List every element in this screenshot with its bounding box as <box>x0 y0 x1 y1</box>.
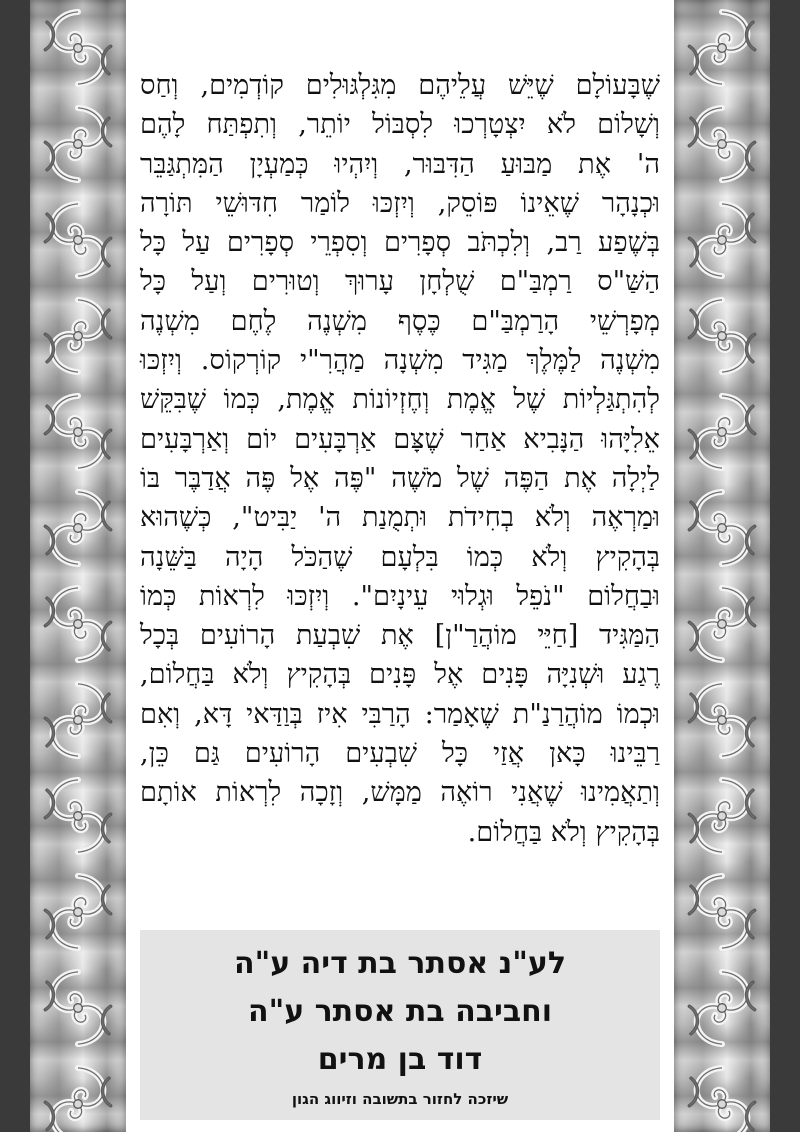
scroll-ornament-icon <box>30 960 126 1056</box>
text-line: הַשַּׁ"ס רַמְבַּ"ם שֻׁלְחָן עָרוּךְ וְטוּרִים וְעַל כָּל <box>140 266 660 298</box>
scroll-ornament-icon <box>30 672 126 768</box>
scroll-ornament-icon <box>674 672 770 768</box>
text-line: מִשְׁנֶה לַמֶּלֶךְ מַגִּיד מִשְׁנָה מַהֲרִ"י קוֹרְקוֹס. וְיִזְכּוּ <box>140 345 660 377</box>
scroll-ornament-icon <box>674 576 770 672</box>
scroll-ornament-icon <box>30 288 126 384</box>
scroll-ornament-icon <box>674 768 770 864</box>
scroll-ornament-icon <box>30 384 126 480</box>
scroll-ornament-icon <box>30 480 126 576</box>
text-line: ה' אֶת מַבּוּעַ הַדִּבּוּר, וְיִהְיוּ כְּמַעְיָן הַמִּתְגַּבֵּר <box>140 148 660 180</box>
scroll-ornament-icon <box>674 288 770 384</box>
text-line: וּכְנָהָר שֶׁאֵינוֹ פּוֹסֵק, וְיִזְכּוּ לוֹמַר חִדּוּשֵׁי תּוֹרָה <box>140 187 660 219</box>
text-line: לְהִתְגַּלְיוֹת שֶׁל אֱמֶת וְחֶזְיוֹנוֹת אֱמֶת, כְּמוֹ שֶׁבִּקֵּשׁ <box>140 384 660 416</box>
text-line: וּמַרְאֶה וְלֹא בְחִידֹת וּתְמֻנַת ה' יַבִּיט", כְּשֶׁהוּא <box>140 502 660 534</box>
dedication-line-1: לע"נ אסתר בת דיה ע"ה <box>233 946 566 981</box>
dedication-blessing: שיזכה לחזור בתשובה וזיווג הגון <box>291 1090 509 1108</box>
left-dark-margin <box>0 0 30 1132</box>
text-line: וּבַחֲלוֹם "נֹפֵל וּגְלוּי עֵינָיִם". וְיִזְכּוּ לִרְאוֹת כְּמוֹ <box>140 580 660 612</box>
left-ornamental-border <box>30 0 126 1132</box>
right-ornamental-border <box>674 0 770 1132</box>
dedication-line-2: וחביבה בת אסתר ע"ה <box>247 994 553 1029</box>
scroll-ornament-icon <box>674 960 770 1056</box>
scroll-ornament-icon <box>674 192 770 288</box>
scroll-ornament-icon <box>30 0 126 96</box>
prayer-text <box>140 66 660 852</box>
text-line: הַמַּגִּיד [חַיֵּי מוֹהֲרַ"ן] אֶת שִׁבְעַת הָרוֹעִים בְּכָל <box>140 620 660 652</box>
text-line: רֶגַע וּשְׁנִיָּה פָּנִים אֶל פָּנִים בְּהָקִיץ וְלֹא בַּחֲלוֹם, <box>140 659 660 691</box>
dedication-line-3: דוד בן מרים <box>317 1042 483 1077</box>
scroll-ornament-icon <box>30 192 126 288</box>
scroll-ornament-icon <box>30 1056 126 1132</box>
text-line: בְּשֶׁפַע רַב, וְלִכְתֹּב סְפָרִים וְסִפְרֵי סְפָרִים עַל כָּל <box>140 227 660 259</box>
text-line: וּכְמוֹ מוֹהֲרַנַ"ת שֶׁאָמַר: הָרַבִּי אִיז בְּוַדַּאי דָּא, וְאִם <box>140 698 660 730</box>
scroll-ornament-icon <box>30 576 126 672</box>
scroll-ornament-icon <box>30 768 126 864</box>
dedication-box <box>140 930 660 1120</box>
scroll-ornament-icon <box>674 1056 770 1132</box>
scroll-ornament-icon <box>30 96 126 192</box>
text-line: רַבֵּינוּ כָּאן אֲזַי כָּל שִׁבְעִים הָרוֹעִים גַּם כֵּן, <box>140 738 660 770</box>
scroll-ornament-icon <box>30 864 126 960</box>
scroll-ornament-icon <box>674 0 770 96</box>
right-dark-margin <box>770 0 800 1132</box>
scroll-ornament-icon <box>674 96 770 192</box>
text-panel <box>126 0 674 1132</box>
text-line: וְשָׁלוֹם לֹא יִצְטָרְכוּ לִסְבּוֹל יוֹתֵר, וְתִפְתַּח לָהֶם <box>140 109 660 141</box>
text-line: מְפָרְשֵׁי הָרַמְבַּ"ם כֶּסֶף מִשְׁנֶה לֶחֶם מִשְׁנֶה <box>140 305 660 337</box>
text-line: לַיְלָה אֶת הַפֶּה שֶׁל מֹשֶׁה "פֶּה אֶל פֶּה אֲדַבֶּר בּוֹ <box>140 462 660 494</box>
scroll-ornament-icon <box>674 384 770 480</box>
text-line: אֵלִיָּהוּ הַנָּבִיא אַחַר שֶׁצָּם אַרְבָּעִים יוֹם וְאַרְבָּעִים <box>140 423 660 455</box>
text-line: וְתַאֲמִינוּ שֶׁאֲנִי רוֹאֶה מַמָּשׁ, וְזָכָה לִרְאוֹת אוֹתָם <box>140 777 660 809</box>
text-line: בְּהָקִיץ וְלֹא בַּחֲלוֹם. <box>467 816 660 848</box>
scroll-ornament-icon <box>674 864 770 960</box>
text-line: שֶׁבָּעוֹלָם שֶׁיֵּשׁ עֲלֵיהֶם מִגִּלְגּוּלִים קוֹדְמִים, וְחַס <box>140 70 660 101</box>
scroll-ornament-icon <box>674 480 770 576</box>
text-line: בְּהָקִיץ וְלֹא כְּמוֹ בִּלְעָם שֶׁהַכֹּל הָיָה בַּשֵּׁנָה <box>140 541 660 573</box>
